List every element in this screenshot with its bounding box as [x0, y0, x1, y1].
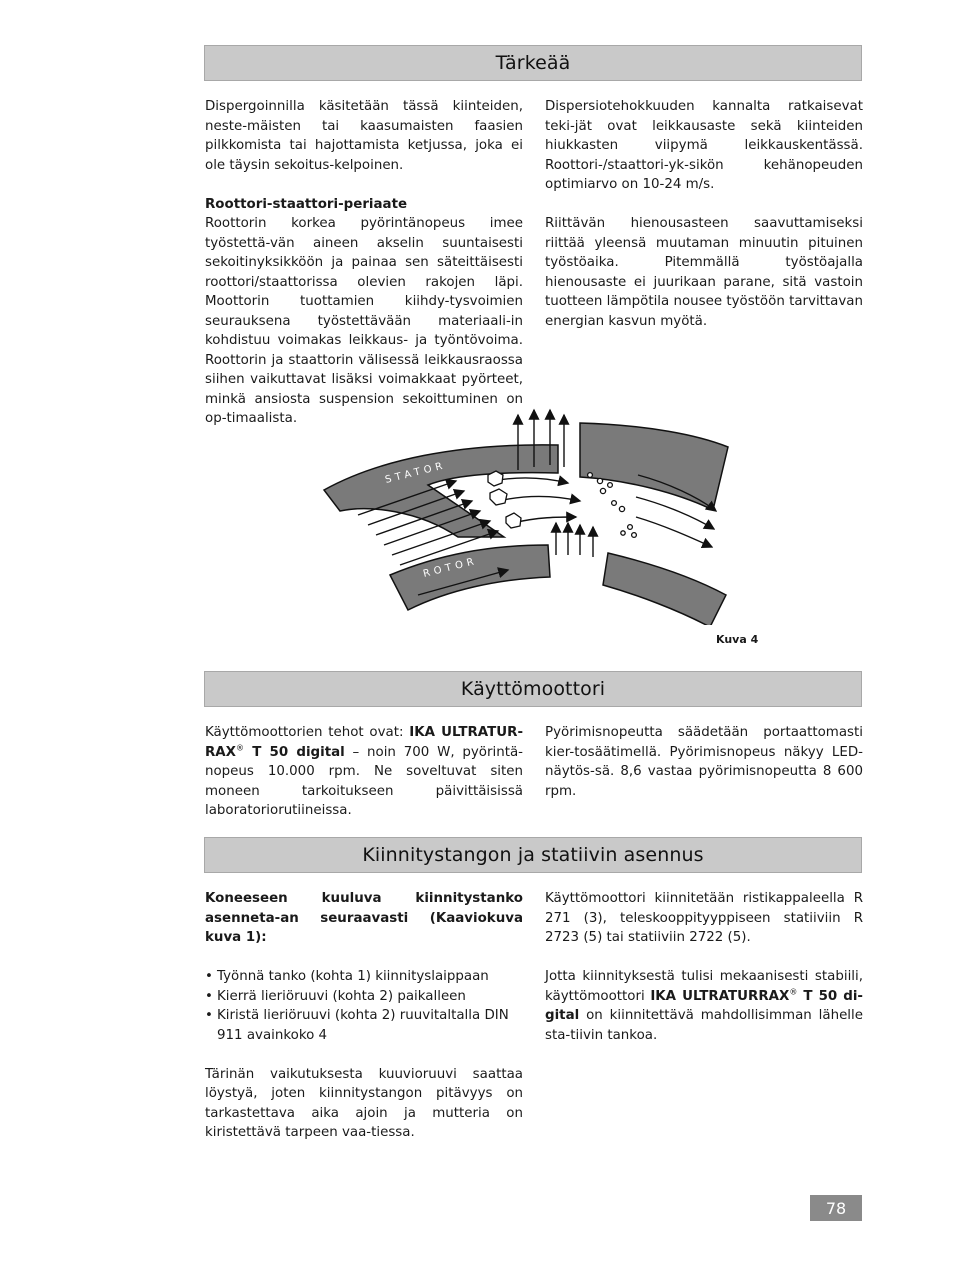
product-name: IKA ULTRATURRAX: [650, 988, 790, 1004]
stator-right-shape: [580, 423, 728, 510]
paragraph: Dispergoinnilla käsitetään tässä kiinteiden, neste-mäisten tai kaasumaisten faasien pilkkomista tai hajottamista ketjussa, joka ei ole täysin sekoitus-kelpoinen.: [205, 99, 523, 173]
paragraph: Riittävän hienousasteen saavuttamiseksi riittää yleensä muutaman minuutin pituinen työstöaika. Pitemmällä työstöajalla hienousaste ei juurikaan parane, sitä vastoin tuotteen lämpötila nousee työstöön tarvittavan energian kasvun myötä.: [545, 216, 863, 329]
intro-paragraph: Koneeseen kuuluva kiinnitystanko asenneta-an seuraavasti (Kaaviokuva kuva 1):: [205, 891, 523, 945]
list-item: • Työnnä tanko (kohta 1) kiinnityslaippaan: [205, 967, 523, 987]
product-model: T 50 digital: [244, 744, 345, 760]
list-item: • Kiristä lieriöruuvi (kohta 2) ruuvitaltalla DIN 911 avainkoko 4: [205, 1006, 523, 1045]
paragraph: Käyttömoottori kiinnitetään ristikappaleella R 271 (3), teleskooppityyppiseen statiiviin R 2723 (5) tai statiiviin 2722 (5).: [545, 891, 863, 945]
page-number: 78: [810, 1195, 862, 1221]
paragraph: Tärinän vaikutuksesta kuuvioruuvi saattaa löystyä, joten kiinnitystangon pitävyys on tarkastettava aika ajoin ja mutteria on kiristettävä tarpeen vaa-tiessa.: [205, 1066, 523, 1140]
section-title: Tärkeää: [495, 52, 571, 74]
figure-caption: Kuva 4: [716, 633, 759, 646]
paragraph: Pyörimisnopeutta säädetään portaattomasti kier-tosäätimellä. Pyörimisnopeus näkyy LED-näytös-sä. 8,6 vastaa pyörimisnopeutta 8 600 rpm.: [545, 725, 863, 799]
important-left-column: [205, 97, 523, 429]
subheading: Roottori-staattori-periaate: [205, 196, 408, 212]
stator-shape: [324, 445, 558, 537]
mounting-left-column: [205, 889, 523, 1143]
stator-label: STATOR: [384, 460, 448, 486]
steps-list: [205, 967, 523, 1045]
motor-right-column: [545, 723, 863, 801]
paragraph: Dispersiotehokkuuden kannalta ratkaisevat teki-jät ovat leikkausaste sekä kiinteiden hiukkasten viipymä leikkauskentässä. Roottori-/staattori-yk-sikön kehänopeuden optimiarvo on 10-24 m/s.: [545, 99, 863, 192]
paragraph: Roottorin korkea pyörintänopeus imee työstettä-vän aineen akselin suuntaisesti sekoitinyksikköön ja painaa sen säteittäisesti roottori/staattorissa olevien rakojen läpi. Moottorin tuottamien kiihdy-tysvoimien seurauksena työstettävään materiaali-in kohdistuu voimakas leikkaus- ja työntövoima. Roottorin ja staattorin välisessä leikkausraossa siihen vaikuttavat lisäksi voimakkaat pyörteet, minkä ansiosta suspension sekoittuminen on op-timaalista.: [205, 216, 523, 426]
section-header-important: [204, 45, 862, 81]
section-header-mounting: [204, 837, 862, 873]
section-title: Kiinnitystangon ja statiivin asennus: [362, 844, 704, 866]
product-name: IKA ULTRATUR-RAX: [205, 725, 523, 760]
section-title: Käyttömoottori: [460, 678, 606, 700]
motor-left-column: [205, 723, 523, 821]
rotor-right-shape: [603, 553, 726, 625]
mounting-right-column: [545, 889, 863, 1045]
section-header-motor: [204, 671, 862, 707]
rotor-stator-diagram: [318, 405, 738, 625]
product-model: T 50 di-gital: [545, 988, 863, 1023]
paragraph: Käyttömoottorien tehot ovat: IKA ULTRATUR-RAX® T 50 digital – noin 700 W, pyörintä-nopeus 10.000 rpm. Ne soveltuvat siten moneen tarkoitukseen päivittäisissä laboratoriorutiineissa.: [205, 725, 523, 818]
rotor-label: ROTOR: [422, 555, 479, 580]
important-right-column: [545, 97, 863, 331]
list-item: • Kierrä lieriöruuvi (kohta 2) paikalleen: [205, 987, 523, 1007]
rotor-shape: [390, 545, 550, 610]
paragraph: Jotta kiinnityksestä tulisi mekaanisesti stabiili, käyttömoottori IKA ULTRATURRAX® T 50 di-gital on kiinnitettävä mahdollisimman lähelle sta-tiivin tankoa.: [545, 969, 863, 1043]
